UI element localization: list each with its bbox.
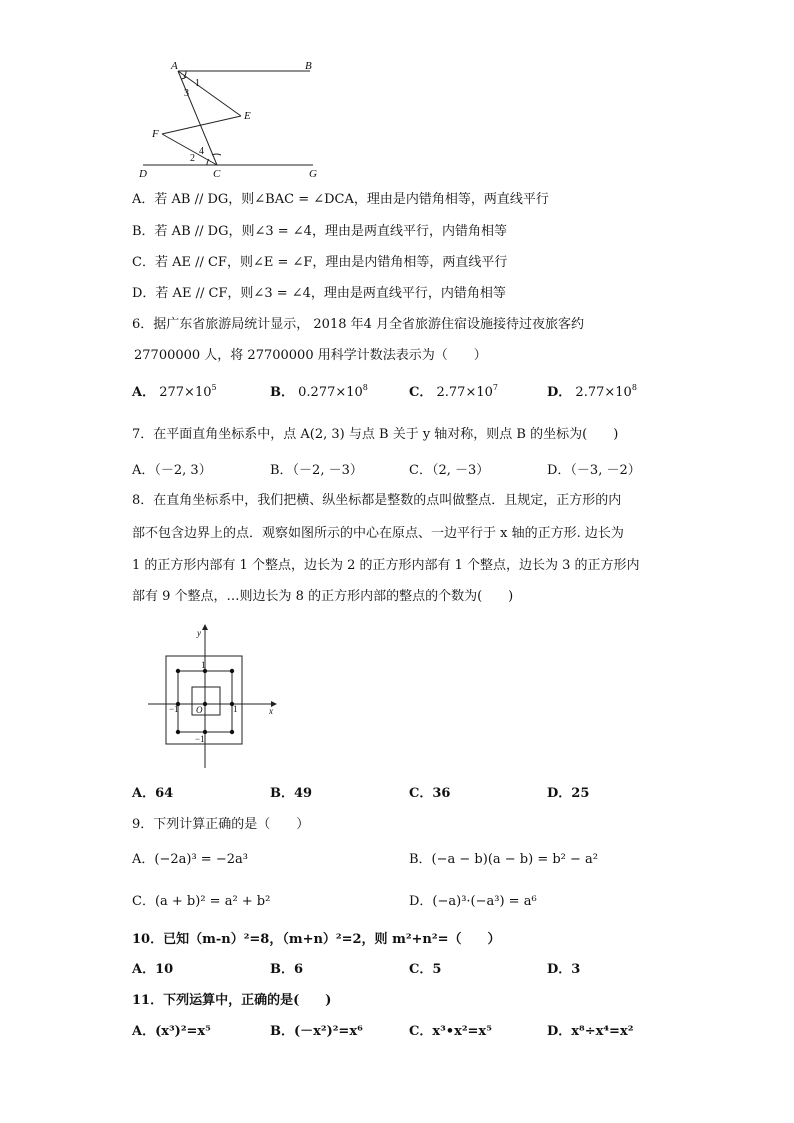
q6-option-a [132, 384, 217, 402]
label-angle-2: 2 [190, 153, 195, 164]
q7-stem: 7．在平面直角坐标系中，点 A(2, 3) 与点 B 关于 y 轴对称，则点 B 的坐标为( ) [132, 427, 619, 442]
q5-option-c: C．若 AE // CF，则∠E = ∠F，理由是内错角相等，两直线平行 [132, 255, 508, 270]
line-ef [162, 116, 241, 134]
q6-option-c-base: 2.77×10 [436, 385, 493, 400]
lattice-point [176, 669, 180, 673]
q9-option-d: D．(−a)³·(−a³) = a⁶ [409, 894, 537, 909]
q6-option-b-label: B． [270, 385, 294, 400]
tick-label-top: 1 [201, 660, 206, 670]
q6-option-d [547, 384, 637, 402]
q11-option-c: C．x³•x²=x⁵ [409, 1024, 492, 1039]
label-b: B [305, 60, 312, 72]
angle-arc-4 [212, 154, 221, 155]
q8-stem-line3: 1 的正方形内部有 1 个整点，边长为 2 的正方形内部有 1 个整点，边长为 3 的正方形内 [132, 558, 640, 573]
q6-option-b-base: 0.277×10 [298, 385, 363, 400]
tick-label-bottom: −1 [195, 734, 205, 744]
q9-option-c: C．(a + b)² = a² + b² [132, 894, 271, 909]
label-g: G [309, 168, 317, 180]
label-c: C [213, 168, 221, 180]
q7-option-a: A．（－2, 3） [132, 463, 212, 478]
q7-option-b: B．（－2, －3） [270, 463, 363, 478]
q6-option-b-exp: 8 [362, 383, 368, 392]
q11-option-b: B．(－x²)²=x⁶ [270, 1024, 363, 1039]
q8-stem-line4: 部有 9 个整点，…则边长为 8 的正方形内部的整点的个数为( ) [132, 589, 514, 604]
q10-option-b: B．6 [270, 962, 304, 977]
lattice-point [203, 702, 207, 706]
lattice-point [176, 730, 180, 734]
q6-option-c-exp: 7 [492, 383, 498, 392]
q8-stem-line1: 8．在直角坐标系中，我们把横、纵坐标都是整数的点叫做整点．且规定，正方形的内 [132, 493, 622, 508]
lattice-point [230, 669, 234, 673]
label-angle-4: 4 [199, 146, 204, 157]
q9-stem: 9．下列计算正确的是（ ） [132, 817, 310, 832]
q8-option-b: B．49 [270, 786, 313, 801]
q8-option-d: D．25 [547, 786, 590, 801]
lattice-point [230, 730, 234, 734]
q6-option-a-base: 277×10 [159, 385, 212, 400]
q8-option-c: C．36 [409, 786, 451, 801]
q5-option-b: B．若 AB // DG，则∠3 = ∠4，理由是两直线平行，内错角相等 [132, 224, 507, 239]
q5-option-d: D．若 AE // CF，则∠3 = ∠4，理由是两直线平行，内错角相等 [132, 286, 506, 301]
label-angle-3: 3 [184, 88, 189, 99]
q6-option-c [409, 384, 498, 402]
y-axis-label: y [197, 628, 201, 638]
q9-option-b: B．(−a − b)(a − b) = b² − a² [409, 852, 599, 867]
q7-option-d: D．（－3, －2） [547, 463, 641, 478]
q6-option-a-exp: 5 [211, 383, 217, 392]
q11-option-a: A．(x³)²=x⁵ [132, 1024, 211, 1039]
q8-stem-line2: 部不包含边界上的点．观察如图所示的中心在原点、一边平行于 x 轴的正方形. 边长为 [132, 526, 624, 541]
q6-option-a-label: A． [132, 385, 156, 400]
q6-stem-line2: 27700000 人，将 27700000 用科学计数法表示为（ ） [134, 348, 487, 363]
geometry-figure [135, 58, 325, 180]
q6-option-b [270, 384, 368, 402]
q10-option-d: D．3 [547, 962, 581, 977]
coordinate-squares-figure [145, 622, 285, 770]
q6-option-c-label: C． [409, 385, 433, 400]
q6-option-d-label: D． [547, 385, 572, 400]
tick-label-left: −1 [169, 704, 179, 714]
q11-option-d: D．x⁸÷x⁴=x² [547, 1024, 634, 1039]
x-axis-label: x [269, 706, 273, 716]
q8-option-a: A．64 [132, 786, 174, 801]
label-a: A [171, 60, 178, 72]
q6-option-d-exp: 8 [631, 383, 637, 392]
q5-option-a: A．若 AB // DG，则∠BAC = ∠DCA，理由是内错角相等，两直线平行 [132, 192, 549, 207]
q10-option-a: A．10 [132, 962, 174, 977]
q7-option-c: C．（2, －3） [409, 463, 490, 478]
q11-stem: 11．下列运算中，正确的是( ) [132, 993, 332, 1008]
q6-option-d-base: 2.77×10 [575, 385, 632, 400]
label-angle-1: 1 [195, 78, 200, 89]
label-e: E [244, 110, 251, 122]
q6-stem-line1: 6．据广东省旅游局统计显示， 2018 年4 月全省旅游住宿设施接待过夜旅客约 [132, 317, 585, 332]
angle-arc-3 [181, 77, 186, 79]
tick-label-right: 1 [233, 704, 238, 714]
q9-option-a: A．(−2a)³ = −2a³ [132, 852, 248, 867]
label-d: D [139, 168, 147, 180]
label-f: F [152, 128, 159, 140]
q10-stem: 10．已知（m-n）²=8，（m+n）²=2，则 m²+n²=（ ） [132, 932, 501, 947]
origin-label: O [196, 705, 203, 715]
y-axis-arrow [202, 624, 208, 630]
q10-option-c: C．5 [409, 962, 442, 977]
